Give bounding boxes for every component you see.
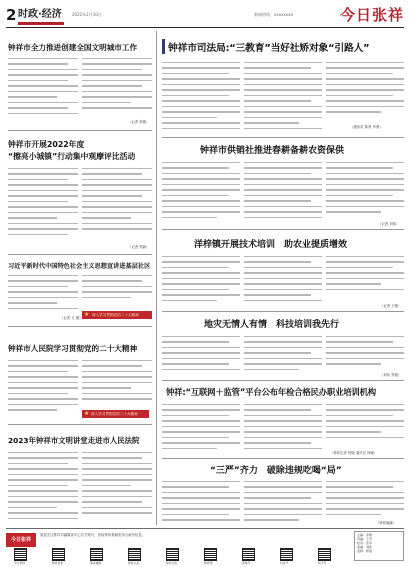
page-number: 2 (6, 6, 17, 24)
article-body (244, 481, 322, 525)
article-title: 钟祥市人民院学习贯彻党的二十大精神 (8, 344, 138, 353)
staff-box (354, 531, 404, 561)
article-body (162, 256, 240, 308)
article-author: （钟祥记者 钟晓 通讯员 徐蓉） (330, 451, 378, 455)
article-body (326, 336, 404, 370)
article-separator (8, 424, 152, 425)
article-author: （通讯员 陈茜 肖勇） (350, 125, 383, 129)
column-divider (156, 31, 157, 525)
article-body (162, 404, 240, 456)
article-title: 习近平新时代中国特色社会主义思想宣讲进基层社区 (8, 263, 151, 270)
article-author: （钟祥融媒） (376, 521, 397, 525)
article-author: （刘伟 张健） (380, 373, 402, 377)
star-icon: ★ (84, 311, 90, 318)
article-title: “三严”齐力 破除违规吃喝“局” (210, 466, 342, 476)
lead-article-title: 钟祥市司法局:“三教育”当好社矫对象“引路人” (168, 43, 370, 54)
qr-code-row (14, 548, 404, 563)
qr-code-icon[interactable] (14, 548, 27, 561)
article-body (162, 162, 240, 226)
article-body (82, 168, 152, 242)
banner-text: 深入学习贯彻党的二十大精神 (91, 412, 138, 416)
article-body (326, 62, 404, 120)
staff-line: 监制：陈强 (357, 549, 373, 553)
article-body (82, 275, 152, 305)
qr-caption: 钟祥发布 (52, 561, 64, 565)
banner-text: 深入学习贯彻党的二十大精神 (92, 313, 139, 317)
qr-caption: 钟祥日报 (166, 561, 178, 565)
article-separator (8, 254, 152, 255)
article-title: 钟祥市开展2022年度 (8, 140, 85, 149)
article-title: 钟祥:“互联网＋监管”平台公布年检合格民办职业培训机构 (166, 387, 376, 397)
article-separator (162, 311, 404, 312)
article-author: （记者 张敏） (128, 120, 150, 124)
article-separator (162, 458, 404, 459)
qr-code-icon[interactable] (166, 548, 179, 561)
article-body (162, 336, 240, 376)
article-separator (8, 130, 152, 131)
article-body (326, 481, 404, 519)
article-title: 钟祥市供销社推进春耕备耕农资保供 (200, 146, 345, 156)
qr-code-icon[interactable] (204, 548, 217, 561)
article-body (82, 360, 152, 408)
article-body (244, 404, 322, 456)
brand-logo: 今日张祥 (6, 533, 36, 547)
staff-line: 美编：刘洋 (357, 545, 373, 549)
article-body (8, 360, 78, 420)
article-separator (162, 137, 404, 138)
qr-caption: 钟祥头条 (128, 561, 140, 565)
promo-block (6, 533, 214, 547)
header-hotline: 新闻热线：xxxxxxxx (254, 12, 293, 17)
article-body (326, 162, 404, 220)
article-author: （记者 王敏） (380, 304, 402, 308)
page-header (6, 5, 404, 28)
staff-line: 校对：张华 (357, 541, 373, 545)
qr-caption: 快手号 (318, 561, 327, 565)
article-title: 洋梓镇开展技术培训 助农业提质增效 (194, 240, 348, 250)
qr-caption: 钟祥融媒 (90, 561, 102, 565)
article-body (244, 62, 322, 134)
article-author: （记者 刘伟） (378, 222, 400, 226)
article-body (8, 452, 78, 524)
qr-code-icon[interactable] (128, 548, 141, 561)
article-body (82, 452, 152, 524)
qr-caption: 视频号 (242, 561, 251, 565)
article-separator (8, 326, 152, 327)
star-icon: ★ (84, 410, 90, 417)
qr-caption: 抖音号 (280, 561, 289, 565)
article-title: 钟祥市全力推进创建全国文明城市工作 (8, 43, 138, 52)
article-separator (162, 229, 404, 230)
article-body (82, 58, 152, 120)
staff-line: 责编：王芳 (357, 537, 373, 541)
article-body (8, 168, 78, 242)
qr-caption: 今日钟祥 (14, 561, 26, 565)
article-body (8, 58, 78, 120)
article-body (244, 336, 322, 376)
article-body (326, 256, 404, 298)
title-marker (162, 39, 165, 54)
qr-code-icon[interactable] (318, 548, 331, 561)
qr-code-icon[interactable] (52, 548, 65, 561)
article-title: 2023年钟祥市文明讲堂走进市人民法院 (8, 436, 140, 445)
section-name: 时政·经济 (18, 9, 62, 20)
qr-code-icon[interactable] (242, 548, 255, 561)
article-body (244, 162, 322, 226)
article-title: 地灾无情人有情 科技培训我先行 (204, 320, 340, 330)
theme-banner (82, 410, 149, 418)
qr-caption: 钟祥网 (204, 561, 213, 565)
article-body (326, 404, 404, 446)
section-underline (18, 22, 64, 25)
theme-banner (82, 311, 152, 319)
promo-text: 欢迎关注钟祥市融媒体中心官方账号，获取钟祥最新资讯与政务信息。 (40, 533, 146, 537)
article-title: “擦亮小城镇”行动集中观摩评比活动 (8, 152, 136, 161)
article-body (162, 62, 240, 134)
article-author: （记者 文 摄） (60, 316, 83, 320)
page-footer (6, 528, 404, 563)
issue-date: 2022年2月10日 (72, 12, 102, 17)
article-separator (162, 380, 404, 381)
qr-code-icon[interactable] (90, 548, 103, 561)
staff-line: 主编：李明 (357, 533, 373, 537)
newspaper-brand: 今日张祥 (339, 6, 404, 24)
article-body (8, 275, 78, 313)
article-body (162, 481, 240, 525)
article-body (244, 256, 322, 308)
article-author: （记者 郭静） (128, 245, 150, 249)
qr-code-icon[interactable] (280, 548, 293, 561)
